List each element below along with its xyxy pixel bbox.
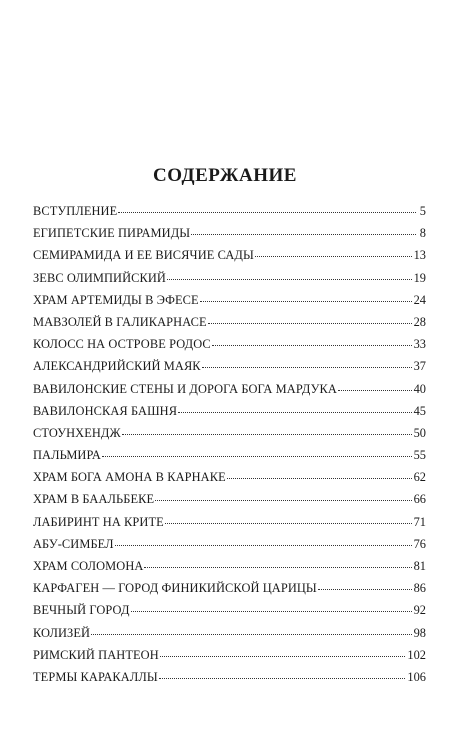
toc-entry (33, 666, 426, 688)
toc-entry-title: ХРАМ БОГА АМОНА В КАРНАКЕ (33, 470, 226, 485)
toc-entry-page-number: 102 (407, 647, 426, 662)
toc-entry-title: ХРАМ СОЛОМОНА (33, 559, 144, 573)
toc-entry-page-number: 28 (413, 314, 426, 329)
toc-entry (33, 622, 426, 644)
toc-entry (33, 355, 426, 377)
dot-leader (159, 678, 406, 679)
toc-entry (33, 200, 426, 222)
toc-entry-title: ТЕРМЫ КАРАКАЛЛЫ (33, 669, 158, 684)
toc-entry-page-number: 92 (413, 603, 426, 618)
dot-leader (144, 567, 411, 568)
toc-entry-page-number: 98 (413, 625, 426, 640)
toc-entry-title: ВАВИЛОНСКАЯ БАШНЯ (33, 403, 178, 418)
dot-leader (122, 434, 412, 435)
toc-entry (33, 267, 426, 289)
toc-entry-page-number: 106 (407, 669, 426, 684)
toc-entry-title: ПАЛЬМИРА (33, 448, 101, 463)
toc-entry-page-number: 37 (413, 359, 426, 374)
toc-entry (33, 488, 426, 510)
toc-entry-page-number: 76 (413, 536, 426, 551)
dot-leader (202, 367, 412, 368)
toc-entry-title: ВЕЧНЫЙ ГОРОД (33, 603, 130, 618)
toc-entry-page-number: 71 (413, 514, 426, 529)
toc-entry (33, 378, 426, 400)
toc-entry-page-number: 40 (413, 381, 426, 396)
dot-leader (208, 323, 412, 324)
toc-entry-title: АБУ-СИМБЕЛ (33, 536, 114, 551)
table-of-contents (33, 200, 426, 688)
toc-entry-page-number: 86 (413, 581, 426, 596)
dot-leader (167, 279, 412, 280)
dot-leader (102, 456, 412, 457)
dot-leader (338, 390, 412, 391)
toc-entry-page-number: 19 (413, 270, 426, 285)
toc-entry-page-number: 55 (413, 448, 426, 463)
toc-entry (33, 577, 426, 599)
dot-leader (131, 611, 412, 612)
toc-entry-title: СЕМИРАМИДА И ЕЕ ВИСЯЧИЕ САДЫ (33, 248, 254, 263)
toc-entry-title: ЕГИПЕТСКИЕ ПИРАМИДЫ (33, 226, 191, 241)
toc-entry-title: ЛАБИРИНТ НА КРИТЕ (33, 514, 164, 529)
toc-entry-page-number: 13 (413, 248, 426, 263)
toc-entry-title: МАВЗОЛЕЙ В ГАЛИКАРНАСЕ (33, 314, 207, 329)
toc-entry-page-number: 33 (413, 337, 426, 352)
dot-leader (118, 212, 416, 213)
dot-leader (160, 656, 406, 657)
dot-leader (318, 589, 412, 590)
toc-entry-page-number: 66 (413, 492, 426, 507)
dot-leader (155, 500, 411, 501)
toc-entry-title: ЗЕВС ОЛИМПИЙСКИЙ (33, 270, 166, 285)
toc-entry (33, 400, 426, 422)
toc-entry (33, 222, 426, 244)
dot-leader (115, 545, 412, 546)
toc-entry (33, 244, 426, 266)
toc-entry (33, 555, 426, 577)
dot-leader (178, 412, 412, 413)
toc-entry (33, 333, 426, 355)
toc-entry (33, 599, 426, 621)
toc-entry-title: КОЛОСС НА ОСТРОВЕ РОДОС (33, 337, 211, 352)
toc-entry-title: РИМСКИЙ ПАНТЕОН (33, 647, 159, 662)
toc-entry-page-number: 45 (413, 403, 426, 418)
toc-entry (33, 289, 426, 311)
toc-entry-page-number: 8 (419, 226, 426, 241)
toc-entry-title: ВСТУПЛЕНИЕ (33, 204, 118, 218)
toc-entry-title: ХРАМ В БААЛЬБЕКЕ (33, 492, 155, 507)
toc-entry (33, 644, 426, 666)
toc-entry-page-number: 62 (413, 470, 426, 485)
toc-entry-title: СТОУНХЕНДЖ (33, 425, 121, 440)
dot-leader (191, 234, 416, 235)
toc-entry (33, 511, 426, 533)
toc-entry (33, 533, 426, 555)
toc-entry (33, 311, 426, 333)
dot-leader (227, 478, 412, 479)
toc-entry (33, 466, 426, 488)
toc-entry-page-number: 24 (413, 292, 426, 307)
toc-entry-title: КОЛИЗЕЙ (33, 625, 91, 640)
toc-entry (33, 422, 426, 444)
dot-leader (212, 345, 412, 346)
toc-entry-title: ВАВИЛОНСКИЕ СТЕНЫ И ДОРОГА БОГА МАРДУКА (33, 381, 337, 396)
toc-entry-page-number: 5 (419, 204, 426, 218)
dot-leader (165, 523, 412, 524)
toc-entry-page-number: 81 (413, 559, 426, 573)
toc-entry-page-number: 50 (413, 425, 426, 440)
dot-leader (91, 634, 412, 635)
toc-entry-title: КАРФАГЕН — ГОРОД ФИНИКИЙСКОЙ ЦАРИЦЫ (33, 581, 317, 596)
page-title: СОДЕРЖАНИЕ (153, 165, 297, 186)
toc-entry-title: АЛЕКСАНДРИЙСКИЙ МАЯК (33, 359, 201, 374)
toc-entry (33, 444, 426, 466)
dot-leader (200, 301, 412, 302)
dot-leader (255, 256, 412, 257)
toc-entry-title: ХРАМ АРТЕМИДЫ В ЭФЕСЕ (33, 292, 199, 307)
